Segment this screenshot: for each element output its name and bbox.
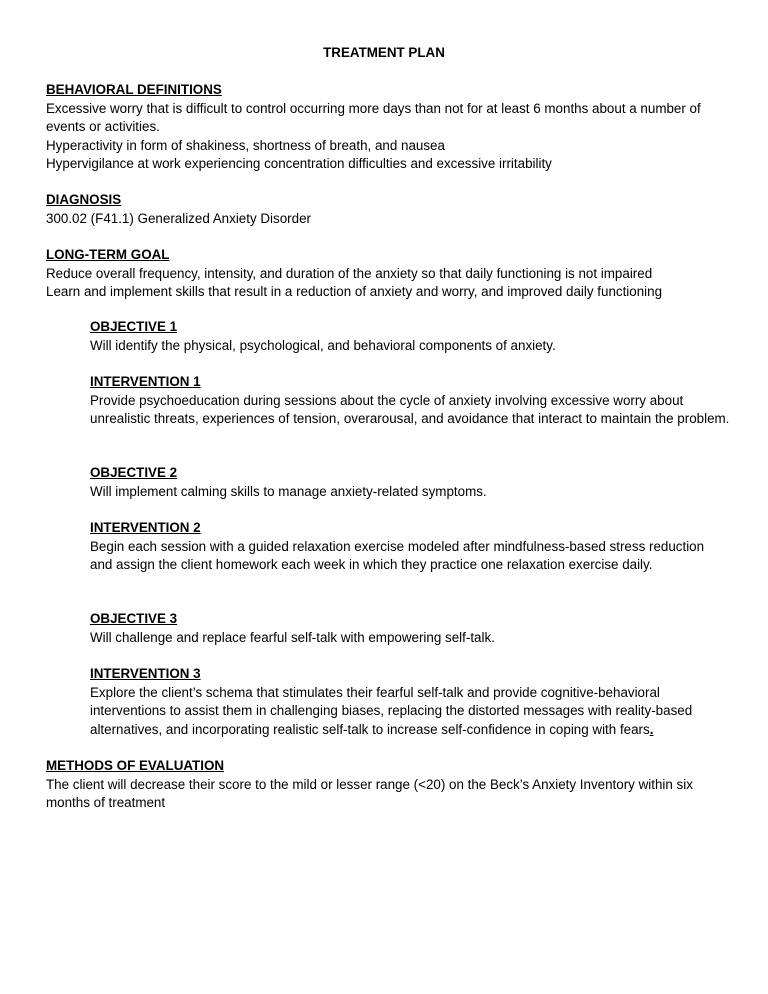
diagnosis-text: 300.02 (F41.1) Generalized Anxiety Disorder bbox=[46, 210, 311, 226]
long-term-goal-heading: LONG-TERM GOAL bbox=[46, 247, 170, 262]
objective-1-heading: OBJECTIVE 1 bbox=[90, 319, 178, 334]
intervention-3-block bbox=[90, 665, 730, 739]
long-term-goal-item: Reduce overall frequency, intensity, and duration of the anxiety so that daily functioning is not impaired bbox=[46, 265, 653, 281]
behavioral-definition-item: Excessive worry that is difficult to control occurring more days than not for at least 6 months about a number of events or activities. bbox=[46, 100, 701, 134]
behavioral-definitions-heading: BEHAVIORAL DEFINITIONS bbox=[46, 82, 222, 97]
intervention-3-text: Explore the client’s schema that stimulates their fearful self-talk and provide cognitive-behavioral interventions to assist them in challenging biases, replacing the distorted messages with reality-based alternatives, and incorporating realistic self-talk to increase self-confidence in coping with fears bbox=[90, 684, 693, 737]
intervention-2-text: Begin each session with a guided relaxation exercise modeled after mindfulness-based stress reduction and assign the client homework each week in which they practice one relaxation exercise daily. bbox=[90, 538, 705, 572]
objective-2-block bbox=[90, 464, 730, 501]
objective-1-block bbox=[90, 318, 730, 355]
methods-of-evaluation-heading: METHODS OF EVALUATION bbox=[46, 758, 225, 773]
long-term-goal-section bbox=[46, 246, 736, 302]
objective-3-block bbox=[90, 610, 730, 647]
intervention-1-text: Provide psychoeducation during sessions about the cycle of anxiety involving excessive worry about unrealistic threats, experiences of tension, overarousal, and avoidance that interact to maintain the problem. bbox=[90, 392, 730, 426]
methods-of-evaluation-section bbox=[46, 757, 736, 813]
intervention-3-period: . bbox=[649, 721, 654, 737]
intervention-2-heading: INTERVENTION 2 bbox=[90, 520, 201, 535]
behavioral-definitions-section bbox=[46, 81, 736, 174]
behavioral-definition-item: Hypervigilance at work experiencing concentration difficulties and excessive irritability bbox=[46, 156, 552, 171]
diagnosis-section bbox=[46, 191, 736, 228]
objective-1-text: Will identify the physical, psychological, and behavioral components of anxiety. bbox=[90, 337, 556, 353]
intervention-2-block bbox=[90, 519, 730, 575]
behavioral-definition-item: Hyperactivity in form of shakiness, shortness of breath, and nausea bbox=[46, 137, 445, 153]
objective-3-heading: OBJECTIVE 3 bbox=[90, 611, 178, 626]
objective-3-text: Will challenge and replace fearful self-talk with empowering self-talk. bbox=[90, 629, 495, 645]
long-term-goal-item: Learn and implement skills that result in a reduction of anxiety and worry, and improved daily functioning bbox=[46, 284, 663, 299]
diagnosis-heading: DIAGNOSIS bbox=[46, 192, 122, 207]
objective-2-text: Will implement calming skills to manage anxiety-related symptoms. bbox=[90, 483, 487, 499]
intervention-3-text-wrap bbox=[90, 684, 730, 740]
document-title: TREATMENT PLAN bbox=[323, 45, 445, 60]
methods-of-evaluation-text: The client will decrease their score to the mild or lesser range (<20) on the Beck’s Anxiety Inventory within six months of treatment bbox=[46, 776, 693, 810]
intervention-1-block bbox=[90, 373, 730, 429]
objective-2-heading: OBJECTIVE 2 bbox=[90, 465, 178, 480]
intervention-3-heading: INTERVENTION 3 bbox=[90, 666, 201, 681]
intervention-1-heading: INTERVENTION 1 bbox=[90, 374, 201, 389]
